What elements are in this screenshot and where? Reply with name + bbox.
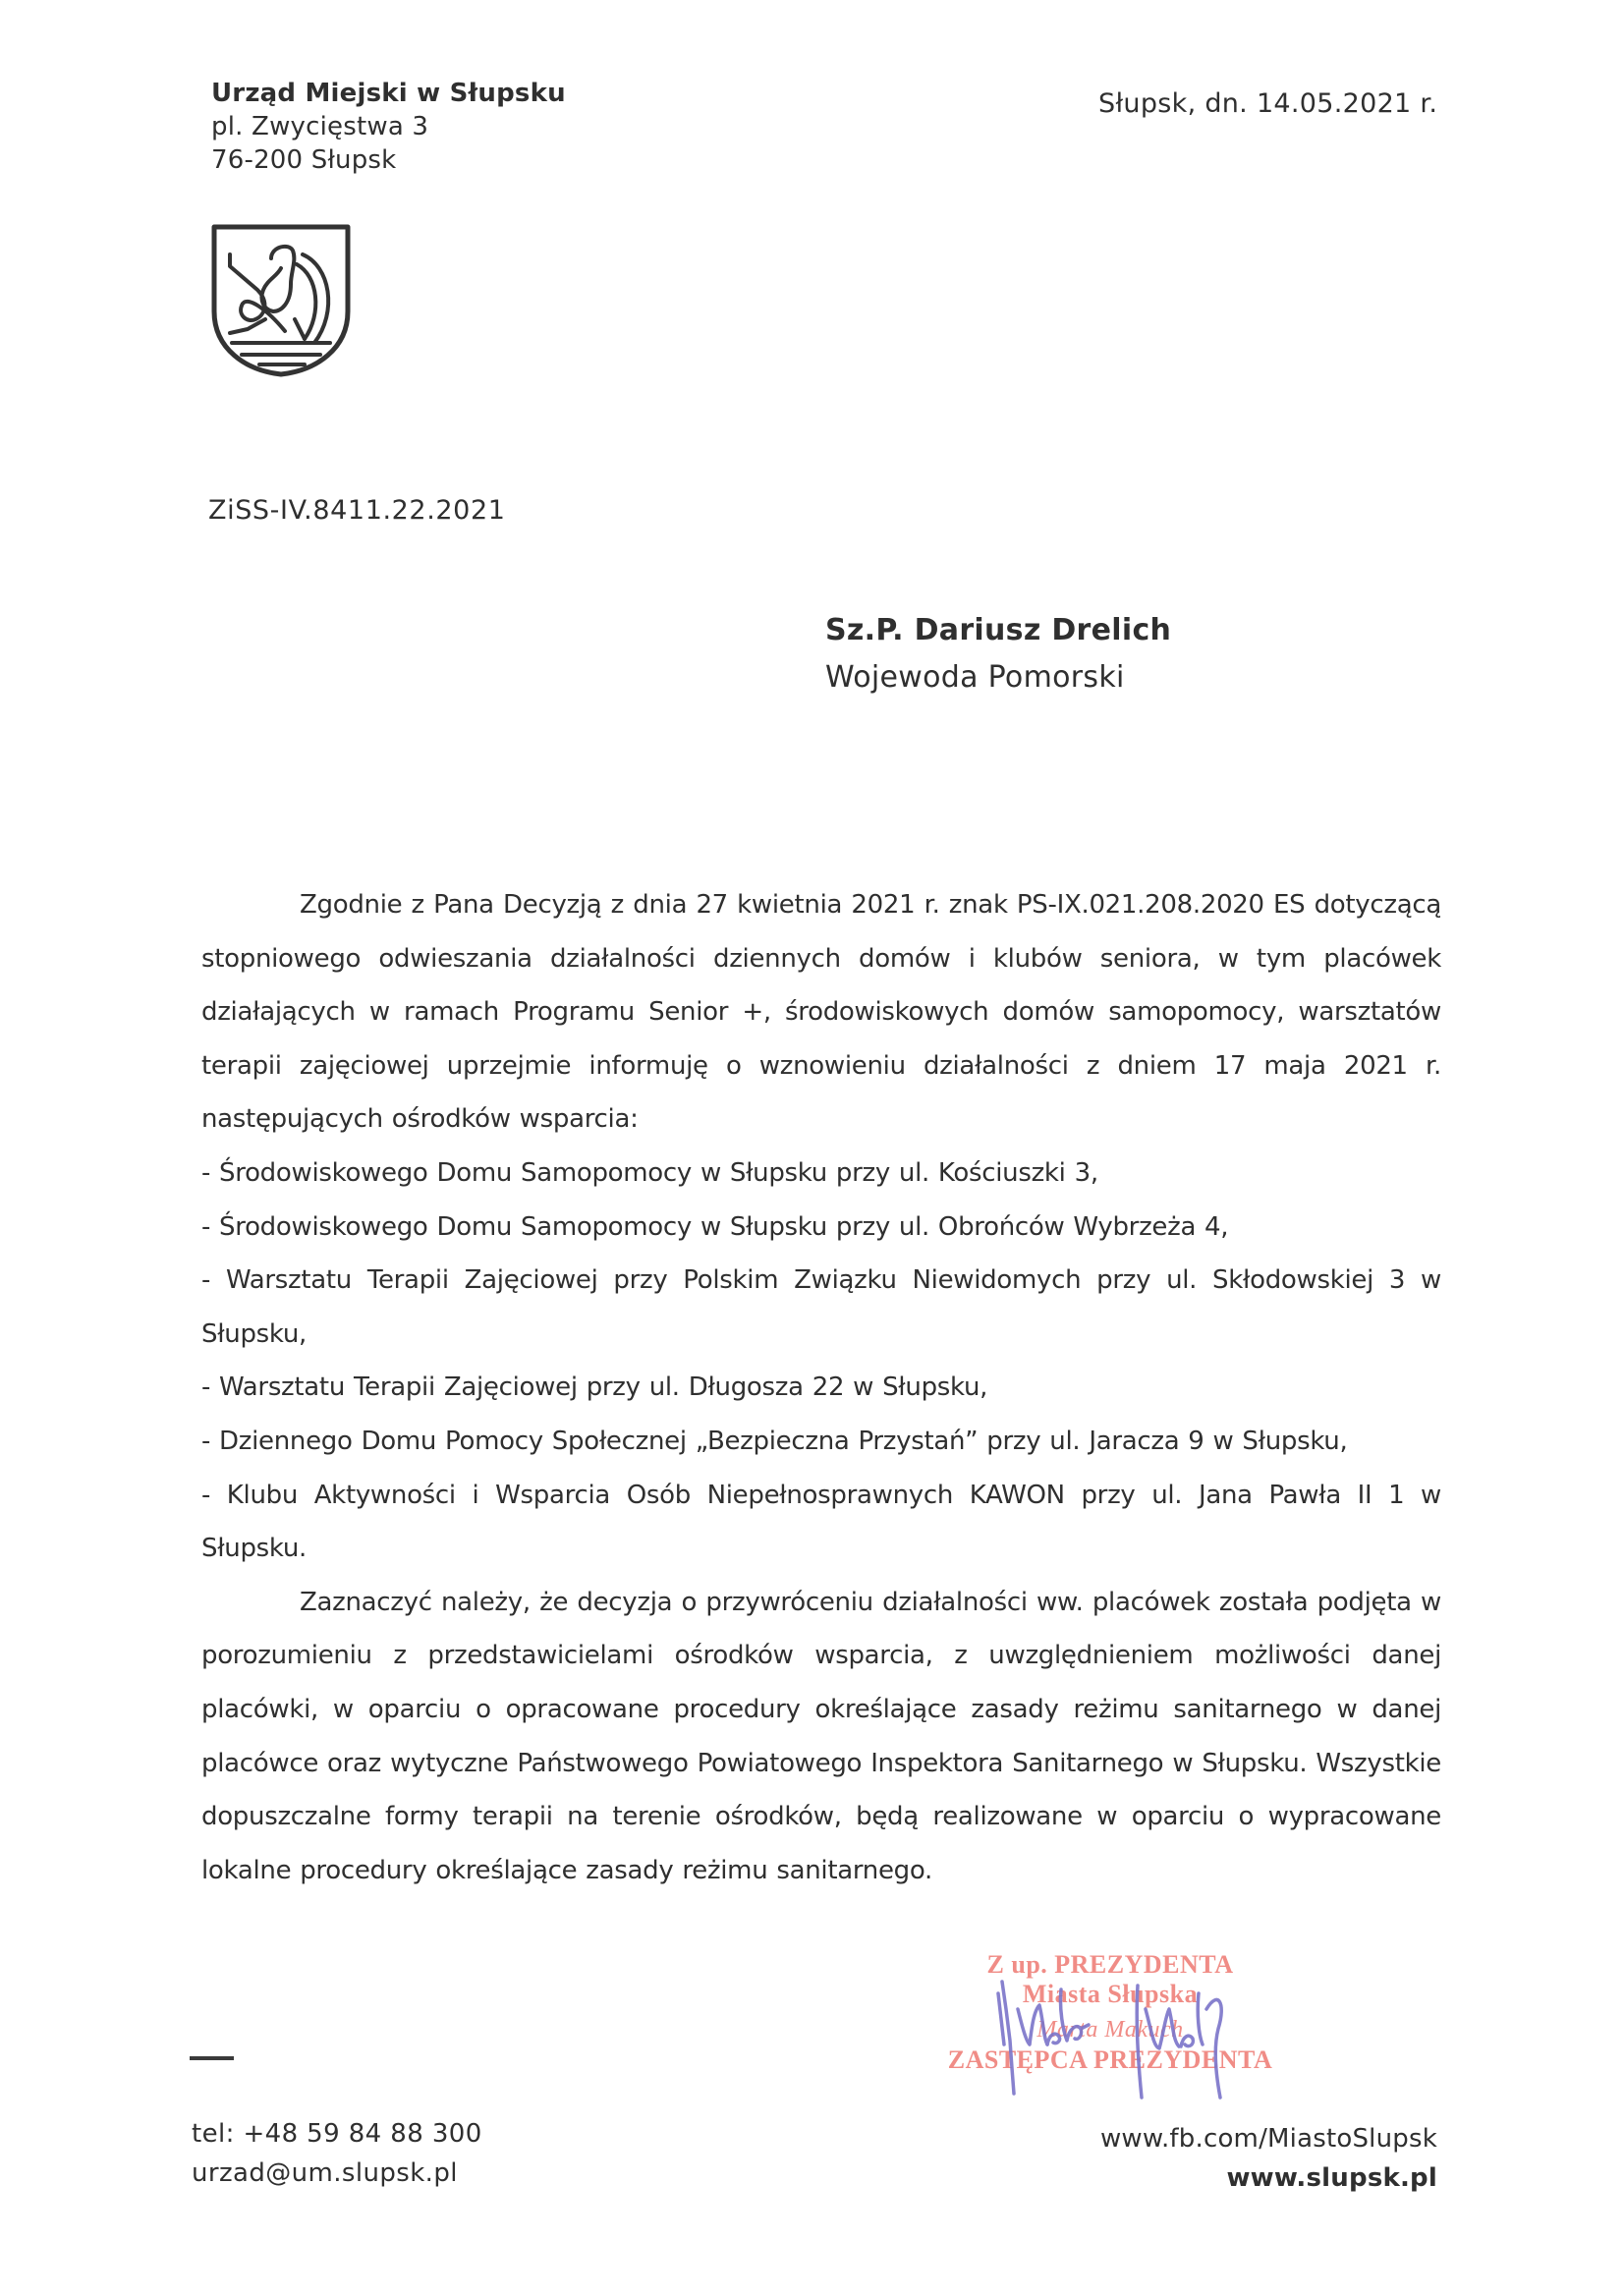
sender-address [211,77,566,177]
sender-street: pl. Zwycięstwa 3 [211,112,429,141]
stamp-authorization-line: Z up. PREZYDENTA [986,1950,1234,1979]
sender-organization: Urząd Miejski w Słupsku [211,79,566,108]
stamp-role-line: ZASTĘPCA PREZYDENTA [947,2045,1273,2074]
facility-list-item: - Środowiskowego Domu Samopomocy w Słupsku przy ul. Obrońców Wybrzeża 4, [201,1211,1229,1242]
footer-email-link[interactable]: urzad@um.slupsk.pl [192,2158,458,2188]
facility-list-item: - Warsztatu Terapii Zajęciowej przy Polskim Związku Niewidomych przy ul. Skłodowskiej 3 w Słupsku, [201,1265,1441,1349]
facility-list-item: - Dziennego Domu Pomocy Społecznej „Bezpieczna Przystań” przy ul. Jaracza 9 w Słupsku, [201,1426,1348,1456]
recipient-title: Wojewoda Pomorski [825,660,1125,695]
footer-contact [192,2114,482,2193]
official-stamp [924,1950,1297,2098]
stamp-signatory-name: Marta Makuch [1036,2017,1184,2043]
handwritten-signature-icon [924,1950,1297,2107]
facility-list-item: - Warsztatu Terapii Zajęciowej przy ul. Długosza 22 w Słupsku, [201,1372,988,1403]
footer-divider [190,2056,234,2060]
facility-list-item: - Klubu Aktywności i Wsparcia Osób Niepełnosprawnych KAWON przy ul. Jana Pawła II 1 w Słupsku. [201,1480,1441,1564]
sender-postal-city: 76-200 Słupsk [211,145,397,175]
case-reference-number: ZiSS-IV.8411.22.2021 [208,495,506,526]
footer-web-links [1100,2119,1437,2198]
facility-list-item: - Środowiskowego Domu Samopomocy w Słupsku przy ul. Kościuszki 3, [201,1157,1098,1188]
letter-body [201,878,1441,1897]
closing-paragraph: Zaznaczyć należy, że decyzja o przywróceniu działalności ww. placówek została podjęta w porozumieniu z przedstawicielami ośrodków wsparcia, z uwzględnieniem możliwości danej placówki, w oparciu o opracowane procedury określające zasady reżimu sanitarnego w danej placówce oraz wytyczne Państwowego Powiatowego Inspektora Sanitarnego w Słupsku. Wszystkie dopuszczalne formy terapii na terenie ośrodków, będą realizowane w oparciu o wypracowane lokalne procedury określające zasady reżimu sanitarnego. [201,1587,1441,1885]
letter-date: Słupsk, dn. 14.05.2021 r. [1098,88,1438,119]
intro-paragraph: Zgodnie z Pana Decyzją z dnia 27 kwietnia 2021 r. znak PS-IX.021.208.2020 ES dotyczącą stopniowego odwieszania działalności dziennych domów i klubów seniora, w tym placówek działających w ramach Programu Senior +, środowiskowych domów samopomocy, warsztatów terapii zajęciowej uprzejmie informuję o wznowieniu działalności z dniem 17 maja 2021 r. następujących ośrodków wsparcia: [201,890,1441,1135]
website-link[interactable]: www.slupsk.pl [1226,2163,1437,2193]
city-coat-of-arms-icon [208,221,354,378]
footer-phone[interactable]: tel: +48 59 84 88 300 [192,2119,482,2149]
stamp-city-line: Miasta Słupska [1022,1980,1199,2008]
recipient-name: Sz.P. Dariusz Drelich [825,613,1172,647]
facebook-link[interactable]: www.fb.com/MiastoSlupsk [1099,2124,1437,2154]
recipient-block [825,607,1171,701]
